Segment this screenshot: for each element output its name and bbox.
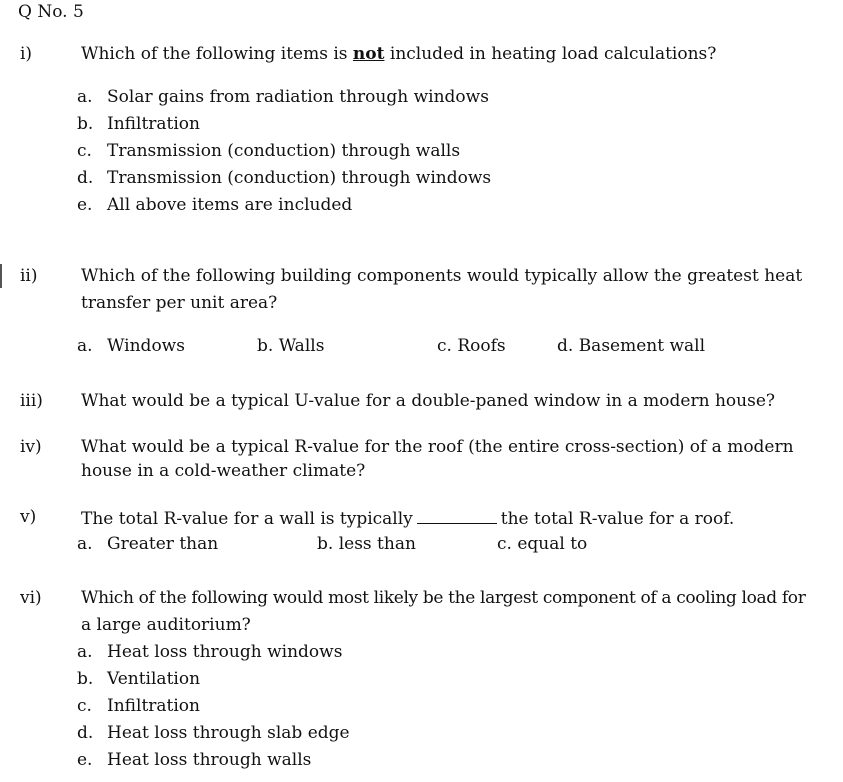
option-text: Heat loss through walls — [107, 750, 312, 770]
page-title: Q No. 5 — [18, 2, 84, 22]
question-number-1: i) — [20, 44, 33, 64]
option-letter: b. — [77, 114, 94, 134]
option-letter: a. — [77, 336, 93, 356]
question-text-6-line2: a large auditorium? — [81, 615, 251, 635]
question-text-2-line1: Which of the following building components would typically allow the greatest heat — [81, 266, 803, 286]
question-text-4-line2: house in a cold-weather climate? — [81, 461, 366, 481]
option-letter: a. — [77, 642, 93, 662]
question-text-5 — [81, 507, 734, 529]
option-text: d. Basement wall — [557, 336, 706, 356]
question-text-1-part2: included in heating load calculations? — [384, 44, 717, 64]
option-text: Ventilation — [107, 669, 201, 689]
answer-blank — [417, 507, 497, 524]
question-text-5-part1: The total R-value for a wall is typically — [81, 509, 413, 529]
question-text-1-emphasis: not — [352, 44, 385, 64]
option-text: Infiltration — [107, 696, 200, 716]
option-letter: a. — [77, 87, 93, 107]
question-number-6: vi) — [20, 588, 42, 608]
question-text-1-part1: Which of the following items is — [81, 44, 353, 64]
question-number-4: iv) — [20, 437, 42, 457]
option-text: Transmission (conduction) through walls — [107, 141, 461, 161]
option-text: Solar gains from radiation through windows — [107, 87, 489, 107]
option-text: b. less than — [317, 534, 416, 554]
question-number-2: ii) — [20, 266, 38, 286]
question-text-4-line1: What would be a typical R-value for the roof (the entire cross-section) of a modern — [81, 437, 794, 457]
question-text-2-line2: transfer per unit area? — [81, 293, 278, 313]
option-text: Heat loss through slab edge — [107, 723, 350, 743]
option-text: Windows — [107, 336, 185, 356]
option-text: b. Walls — [257, 336, 325, 356]
margin-marker — [0, 264, 2, 288]
question-number-5: v) — [20, 507, 37, 527]
option-letter: d. — [77, 723, 94, 743]
option-letter: e. — [77, 750, 93, 770]
option-text: Greater than — [107, 534, 219, 554]
option-text: Heat loss through windows — [107, 642, 343, 662]
option-text: Infiltration — [107, 114, 200, 134]
question-number-3: iii) — [20, 391, 43, 411]
option-text: All above items are included — [107, 195, 353, 215]
question-text-6-line1: Which of the following would most likely be the largest component of a cooling load for — [81, 588, 806, 608]
option-letter: c. — [77, 141, 92, 161]
option-letter: c. — [77, 696, 92, 716]
question-text-5-part2: the total R-value for a roof. — [500, 509, 735, 529]
option-letter: d. — [77, 168, 94, 188]
option-letter: a. — [77, 534, 93, 554]
option-letter: b. — [77, 669, 94, 689]
option-text: Transmission (conduction) through windows — [107, 168, 492, 188]
question-text-1 — [81, 44, 716, 64]
option-letter: e. — [77, 195, 93, 215]
option-text: c. Roofs — [437, 336, 506, 356]
question-text-3: What would be a typical U-value for a double-paned window in a modern house? — [81, 391, 775, 411]
option-text: c. equal to — [497, 534, 588, 554]
